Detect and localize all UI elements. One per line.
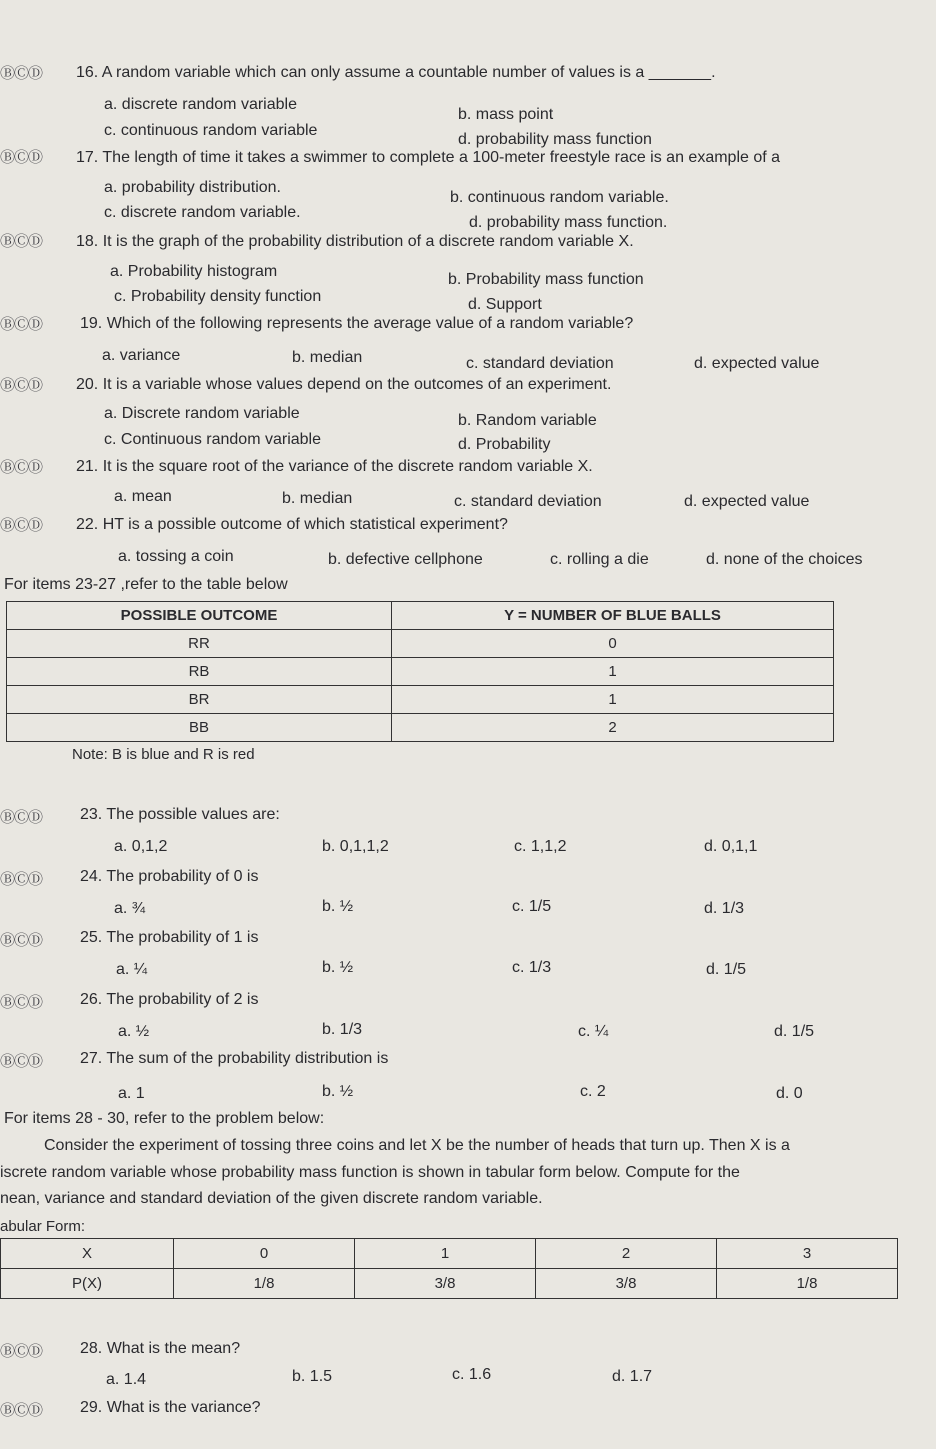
option-b: b. 0,1,1,2 [322, 838, 389, 855]
answer-bubbles[interactable]: ⒷⒸⒹ [0, 517, 43, 534]
tabular-label: abular Form: [0, 1218, 86, 1235]
answer-bubbles[interactable]: ⒷⒸⒹ [0, 149, 43, 166]
option-d: d. probability mass function [458, 131, 652, 148]
question-16: 16. A random variable which can only assume a countable number of values is a _______. [76, 64, 716, 81]
answer-bubbles[interactable]: ⒷⒸⒹ [0, 377, 43, 394]
x-value: 1 [355, 1239, 536, 1269]
question-23: 23. The possible values are: [80, 806, 280, 823]
p-value: 1/8 [174, 1269, 355, 1299]
answer-bubbles[interactable]: ⒷⒸⒹ [0, 871, 43, 888]
option-c: c. 2 [580, 1083, 606, 1100]
option-a: a. tossing a coin [118, 548, 234, 565]
option-b: b. median [282, 490, 353, 507]
table-row [1, 1239, 898, 1269]
option-c: c. 1.6 [452, 1366, 492, 1383]
option-b: b. 1.5 [292, 1368, 333, 1385]
table-header: Y = NUMBER OF BLUE BALLS [392, 602, 834, 630]
table-row [7, 714, 834, 742]
option-b: b. mass point [458, 106, 554, 123]
question-25: 25. The probability of 1 is [80, 929, 259, 946]
answer-bubbles[interactable]: ⒷⒸⒹ [0, 1053, 43, 1070]
question-20: 20. It is a variable whose values depend on the outcomes of an experiment. [76, 376, 612, 393]
question-24: 24. The probability of 0 is [80, 868, 259, 885]
option-a: a. probability distribution. [104, 179, 281, 196]
option-c: c. Continuous random variable [104, 431, 322, 448]
question-18: 18. It is the graph of the probability distribution of a discrete random variable X. [76, 233, 634, 250]
option-b: b. ½ [322, 959, 354, 976]
option-a: a. Probability histogram [110, 263, 278, 280]
option-d: d. 1/3 [704, 900, 745, 917]
option-c: c. standard deviation [454, 493, 602, 510]
question-26: 26. The probability of 2 is [80, 991, 259, 1008]
option-a: a. variance [102, 347, 181, 364]
option-a: a. 1 [118, 1085, 145, 1102]
option-b: b. median [292, 349, 363, 366]
option-c: c. standard deviation [466, 355, 614, 372]
p-value: 3/8 [355, 1269, 536, 1299]
problem-text: Consider the experiment of tossing three coins and let X be the number of heads that turn up. Then X is a [44, 1137, 790, 1154]
outcome-table [6, 601, 834, 742]
table-row [1, 1269, 898, 1299]
option-c: c. Probability density function [114, 288, 322, 305]
p-value: 1/8 [717, 1269, 898, 1299]
answer-bubbles[interactable]: ⒷⒸⒹ [0, 65, 43, 82]
option-d: d. expected value [694, 355, 820, 372]
answer-bubbles[interactable]: ⒷⒸⒹ [0, 316, 43, 333]
answer-bubbles[interactable]: ⒷⒸⒹ [0, 994, 43, 1011]
option-c: c. ¼ [578, 1023, 609, 1040]
value-cell: 1 [392, 658, 834, 686]
option-b: b. ½ [322, 1083, 354, 1100]
outcome-cell: BR [7, 686, 392, 714]
option-b: b. continuous random variable. [450, 189, 669, 206]
option-a: a. ¾ [114, 900, 146, 917]
option-d: d. 1/5 [706, 961, 747, 978]
value-cell: 0 [392, 630, 834, 658]
option-b: b. ½ [322, 898, 354, 915]
option-d: d. 0 [776, 1085, 803, 1102]
table-row [7, 630, 834, 658]
question-29: 29. What is the variance? [80, 1399, 261, 1416]
table-row [7, 686, 834, 714]
question-17: 17. The length of time it takes a swimmer to complete a 100-meter freestyle race is an example of a [76, 149, 781, 166]
section-instruction: For items 23-27 ,refer to the table below [4, 576, 288, 593]
option-a: a. discrete random variable [104, 96, 297, 113]
option-d: d. expected value [684, 493, 810, 510]
answer-bubbles[interactable]: ⒷⒸⒹ [0, 1402, 43, 1419]
option-c: c. continuous random variable [104, 122, 318, 139]
option-a: a. mean [114, 488, 172, 505]
x-value: 2 [536, 1239, 717, 1269]
option-b: b. Random variable [458, 412, 597, 429]
option-d: d. 1.7 [612, 1368, 653, 1385]
x-label: X [1, 1239, 174, 1269]
x-value: 3 [717, 1239, 898, 1269]
option-d: d. none of the choices [706, 551, 863, 568]
answer-bubbles[interactable]: ⒷⒸⒹ [0, 932, 43, 949]
question-19: 19. Which of the following represents the average value of a random variable? [80, 315, 634, 332]
option-c: c. 1/5 [512, 898, 552, 915]
option-d: d. 0,1,1 [704, 838, 758, 855]
table-header: POSSIBLE OUTCOME [7, 602, 392, 630]
option-d: d. Probability [458, 436, 551, 453]
p-label: P(X) [1, 1269, 174, 1299]
option-a: a. 0,1,2 [114, 838, 168, 855]
option-c: c. discrete random variable. [104, 204, 301, 221]
question-28: 28. What is the mean? [80, 1340, 241, 1357]
question-21: 21. It is the square root of the variance of the discrete random variable X. [76, 458, 593, 475]
option-a: a. Discrete random variable [104, 405, 300, 422]
question-22: 22. HT is a possible outcome of which statistical experiment? [76, 516, 508, 533]
answer-bubbles[interactable]: ⒷⒸⒹ [0, 459, 43, 476]
answer-bubbles[interactable]: ⒷⒸⒹ [0, 809, 43, 826]
section-instruction: For items 28 - 30, refer to the problem below: [4, 1110, 325, 1127]
option-d: d. 1/5 [774, 1023, 815, 1040]
outcome-cell: BB [7, 714, 392, 742]
answer-bubbles[interactable]: ⒷⒸⒹ [0, 233, 43, 250]
option-c: c. rolling a die [550, 551, 649, 568]
option-b: b. Probability mass function [448, 271, 644, 288]
table-note: Note: B is blue and R is red [72, 746, 255, 763]
table-row [7, 658, 834, 686]
problem-text: iscrete random variable whose probability mass function is shown in tabular form below. Compute for the [0, 1164, 740, 1181]
value-cell: 2 [392, 714, 834, 742]
pmf-table [0, 1238, 898, 1299]
p-value: 3/8 [536, 1269, 717, 1299]
outcome-cell: RR [7, 630, 392, 658]
option-c: c. 1/3 [512, 959, 552, 976]
value-cell: 1 [392, 686, 834, 714]
outcome-cell: RB [7, 658, 392, 686]
option-a: a. ¼ [116, 961, 148, 978]
problem-text: nean, variance and standard deviation of the given discrete random variable. [0, 1190, 543, 1207]
option-a: a. ½ [118, 1023, 150, 1040]
option-b: b. defective cellphone [328, 551, 483, 568]
option-d: d. Support [468, 296, 542, 313]
option-a: a. 1.4 [106, 1371, 147, 1388]
answer-bubbles[interactable]: ⒷⒸⒹ [0, 1343, 43, 1360]
option-b: b. 1/3 [322, 1021, 363, 1038]
x-value: 0 [174, 1239, 355, 1269]
question-27: 27. The sum of the probability distribution is [80, 1050, 389, 1067]
option-d: d. probability mass function. [469, 214, 668, 231]
option-c: c. 1,1,2 [514, 838, 567, 855]
